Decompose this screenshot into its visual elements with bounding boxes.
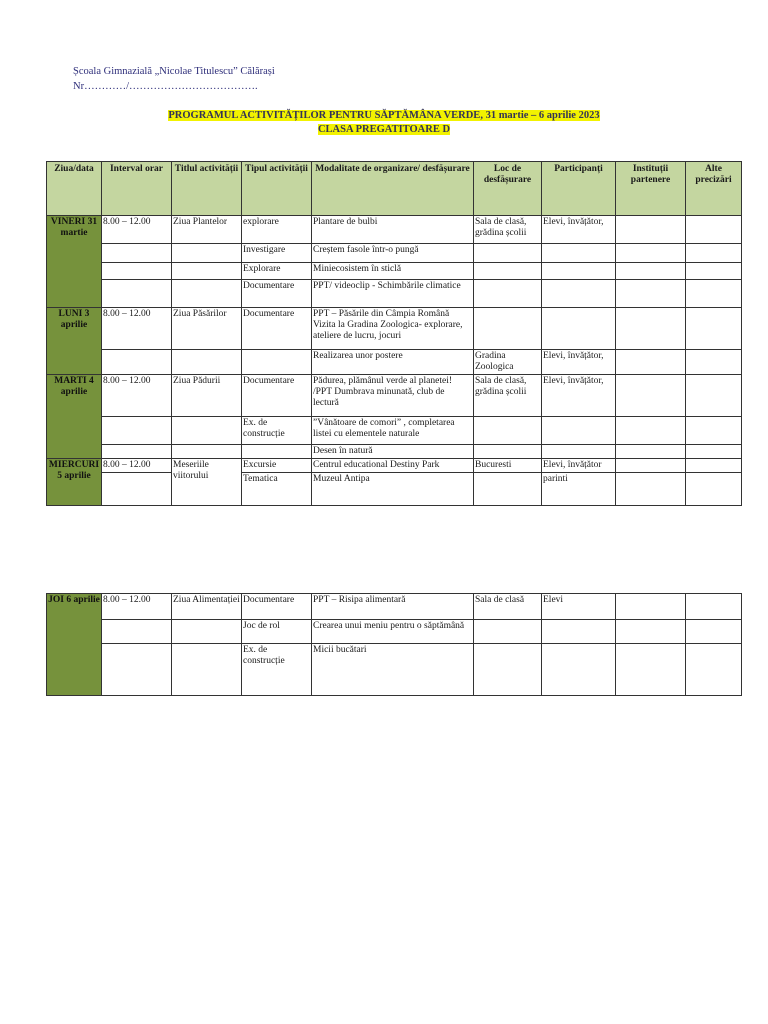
table-cell: Ziua Pădurii (172, 375, 242, 417)
table-cell (102, 280, 172, 308)
table-cell: Creștem fasole într-o pungă (312, 244, 474, 263)
table-cell: Elevi, învățător (542, 459, 616, 473)
table-cell: Explorare (242, 263, 312, 280)
table-cell (102, 244, 172, 263)
table-cell (242, 350, 312, 375)
table-cell: Ex. de construcție (242, 644, 312, 696)
col-header: Titlul activității (172, 162, 242, 216)
table-cell (616, 644, 686, 696)
table-cell: Joc de rol (242, 620, 312, 644)
table-cell (616, 620, 686, 644)
table-cell: parinti (542, 473, 616, 506)
table-cell: Documentare (242, 280, 312, 308)
table-cell (172, 263, 242, 280)
table-row (47, 644, 742, 696)
table-cell (102, 263, 172, 280)
table-cell: 8.00 – 12.00 (102, 216, 172, 244)
table-cell (474, 417, 542, 445)
table-cell (172, 644, 242, 696)
table-cell (542, 244, 616, 263)
table-cell (172, 350, 242, 375)
table-cell (542, 280, 616, 308)
table-cell (686, 620, 742, 644)
table-cell (172, 280, 242, 308)
table-cell: Ex. de construcție (242, 417, 312, 445)
table-cell: Elevi, învățător, (542, 350, 616, 375)
table-cell (686, 644, 742, 696)
table-row (47, 473, 742, 506)
table-cell (474, 244, 542, 263)
table-cell: Ziua Plantelor (172, 216, 242, 244)
table-cell: Pădurea, plămânul verde al planetei! /PPT Dumbrava minunată, club de lectură (312, 375, 474, 417)
table-cell: 8.00 – 12.00 (102, 594, 172, 620)
table-cell (542, 263, 616, 280)
table-row (47, 216, 742, 244)
col-header: Alte precizări (686, 162, 742, 216)
table-cell: Ziua Alimentației (172, 594, 242, 620)
table-cell (542, 644, 616, 696)
table-cell (686, 263, 742, 280)
table-cell: ”Vânătoare de comori” , completarea listei cu elementele naturale (312, 417, 474, 445)
table-cell: Miniecosistem în sticlă (312, 263, 474, 280)
table-cell (686, 445, 742, 459)
table-cell (102, 644, 172, 696)
day-cell: LUNI 3 aprilie (47, 308, 102, 375)
table-cell (102, 473, 172, 506)
table-row (47, 459, 742, 473)
table-row (47, 244, 742, 263)
table-cell: Sala de clasă, grădina școlii (474, 216, 542, 244)
table-cell (102, 417, 172, 445)
day-cell: JOI 6 aprilie (47, 594, 102, 696)
table-cell: explorare (242, 216, 312, 244)
table-cell: Investigare (242, 244, 312, 263)
table-cell: Gradina Zoologica (474, 350, 542, 375)
table-cell: Centrul educational Destiny Park (312, 459, 474, 473)
table-cell (616, 445, 686, 459)
table-cell (542, 308, 616, 350)
table-cell (474, 263, 542, 280)
table-cell: 8.00 – 12.00 (102, 308, 172, 350)
table-cell: Desen în natură (312, 445, 474, 459)
table-cell: Bucuresti (474, 459, 542, 473)
table-cell: Documentare (242, 308, 312, 350)
table-cell: Elevi, învățător, (542, 375, 616, 417)
col-header: Participanți (542, 162, 616, 216)
table-cell (616, 375, 686, 417)
table-cell: Realizarea unor postere (312, 350, 474, 375)
table-row (47, 263, 742, 280)
col-header: Interval orar (102, 162, 172, 216)
table-cell (686, 594, 742, 620)
table-cell (686, 280, 742, 308)
document-title: PROGRAMUL ACTIVITĂȚILOR PENTRU SĂPTĂMÂNA VERDE, 31 martie – 6 aprilie 2023 (168, 110, 600, 121)
table-cell (242, 445, 312, 459)
schedule-table-main (46, 161, 742, 506)
table-cell (686, 216, 742, 244)
table-cell (616, 350, 686, 375)
col-header: Tipul activității (242, 162, 312, 216)
table-cell (102, 620, 172, 644)
table-cell (172, 244, 242, 263)
class-title: CLASA PREGATITOARE D (317, 124, 451, 135)
table-cell (474, 280, 542, 308)
table-cell (542, 445, 616, 459)
table-row (47, 445, 742, 459)
table-cell (686, 244, 742, 263)
col-header: Ziua/data (47, 162, 102, 216)
table-cell (616, 308, 686, 350)
table-cell (474, 620, 542, 644)
table-cell: Elevi, învățător, (542, 216, 616, 244)
table-cell: PPT – Păsările din Câmpia Română Vizita la Gradina Zoologica- explorare, ateliere de lucru, jocuri (312, 308, 474, 350)
col-header: Modalitate de organizare/ desfășurare (312, 162, 474, 216)
table-cell: Documentare (242, 375, 312, 417)
table-cell: Excursie (242, 459, 312, 473)
table-cell (616, 280, 686, 308)
table-cell (686, 459, 742, 473)
table-cell (102, 350, 172, 375)
table-cell (542, 620, 616, 644)
table-cell (686, 350, 742, 375)
table-cell: Elevi (542, 594, 616, 620)
table-cell (474, 308, 542, 350)
table-cell (686, 473, 742, 506)
table-cell: Ziua Păsărilor (172, 308, 242, 350)
table-cell: 8.00 – 12.00 (102, 459, 172, 473)
table-row (47, 350, 742, 375)
table-cell (686, 308, 742, 350)
table-row (47, 594, 742, 620)
table-cell (542, 417, 616, 445)
table-cell (686, 375, 742, 417)
table-cell: Sala de clasă, grădina școlii (474, 375, 542, 417)
table-cell (474, 644, 542, 696)
day-cell: MARTI 4 aprilie (47, 375, 102, 459)
registration-number: Nr…………/………………………………. (73, 81, 258, 92)
table-cell (616, 417, 686, 445)
day-cell: VINERI 31 martie (47, 216, 102, 308)
table-cell: Crearea unui meniu pentru o săptămână (312, 620, 474, 644)
table-cell (616, 594, 686, 620)
table-row (47, 417, 742, 445)
table-cell: PPT/ videoclip - Schimbările climatice (312, 280, 474, 308)
table-cell (616, 263, 686, 280)
table-cell: Meseriile viitorului (172, 459, 242, 506)
table-cell (172, 417, 242, 445)
table-cell: Sala de clasă (474, 594, 542, 620)
table-cell (172, 620, 242, 644)
day-cell: MIERCURI 5 aprilie (47, 459, 102, 506)
table-cell (474, 473, 542, 506)
table-row (47, 375, 742, 417)
table-cell (686, 417, 742, 445)
table-cell: Tematica (242, 473, 312, 506)
table-row (47, 280, 742, 308)
table-cell (616, 216, 686, 244)
col-header: Instituții partenere (616, 162, 686, 216)
table-cell: Muzeul Antipa (312, 473, 474, 506)
table-cell (616, 459, 686, 473)
schedule-table-thursday (46, 593, 742, 696)
table-cell (616, 473, 686, 506)
table-cell: Micii bucătari (312, 644, 474, 696)
table-cell: Documentare (242, 594, 312, 620)
table-cell (616, 244, 686, 263)
table-cell: PPT – Risipa alimentară (312, 594, 474, 620)
table-cell: 8.00 – 12.00 (102, 375, 172, 417)
table-row (47, 308, 742, 350)
table-cell: Plantare de bulbi (312, 216, 474, 244)
col-header: Loc de desfășurare (474, 162, 542, 216)
table-row (47, 620, 742, 644)
table-header-row (47, 162, 742, 216)
table-cell (474, 445, 542, 459)
table-cell (172, 445, 242, 459)
table-cell (102, 445, 172, 459)
school-name: Școala Gimnazială „Nicolae Titulescu” Călărași (73, 66, 275, 77)
